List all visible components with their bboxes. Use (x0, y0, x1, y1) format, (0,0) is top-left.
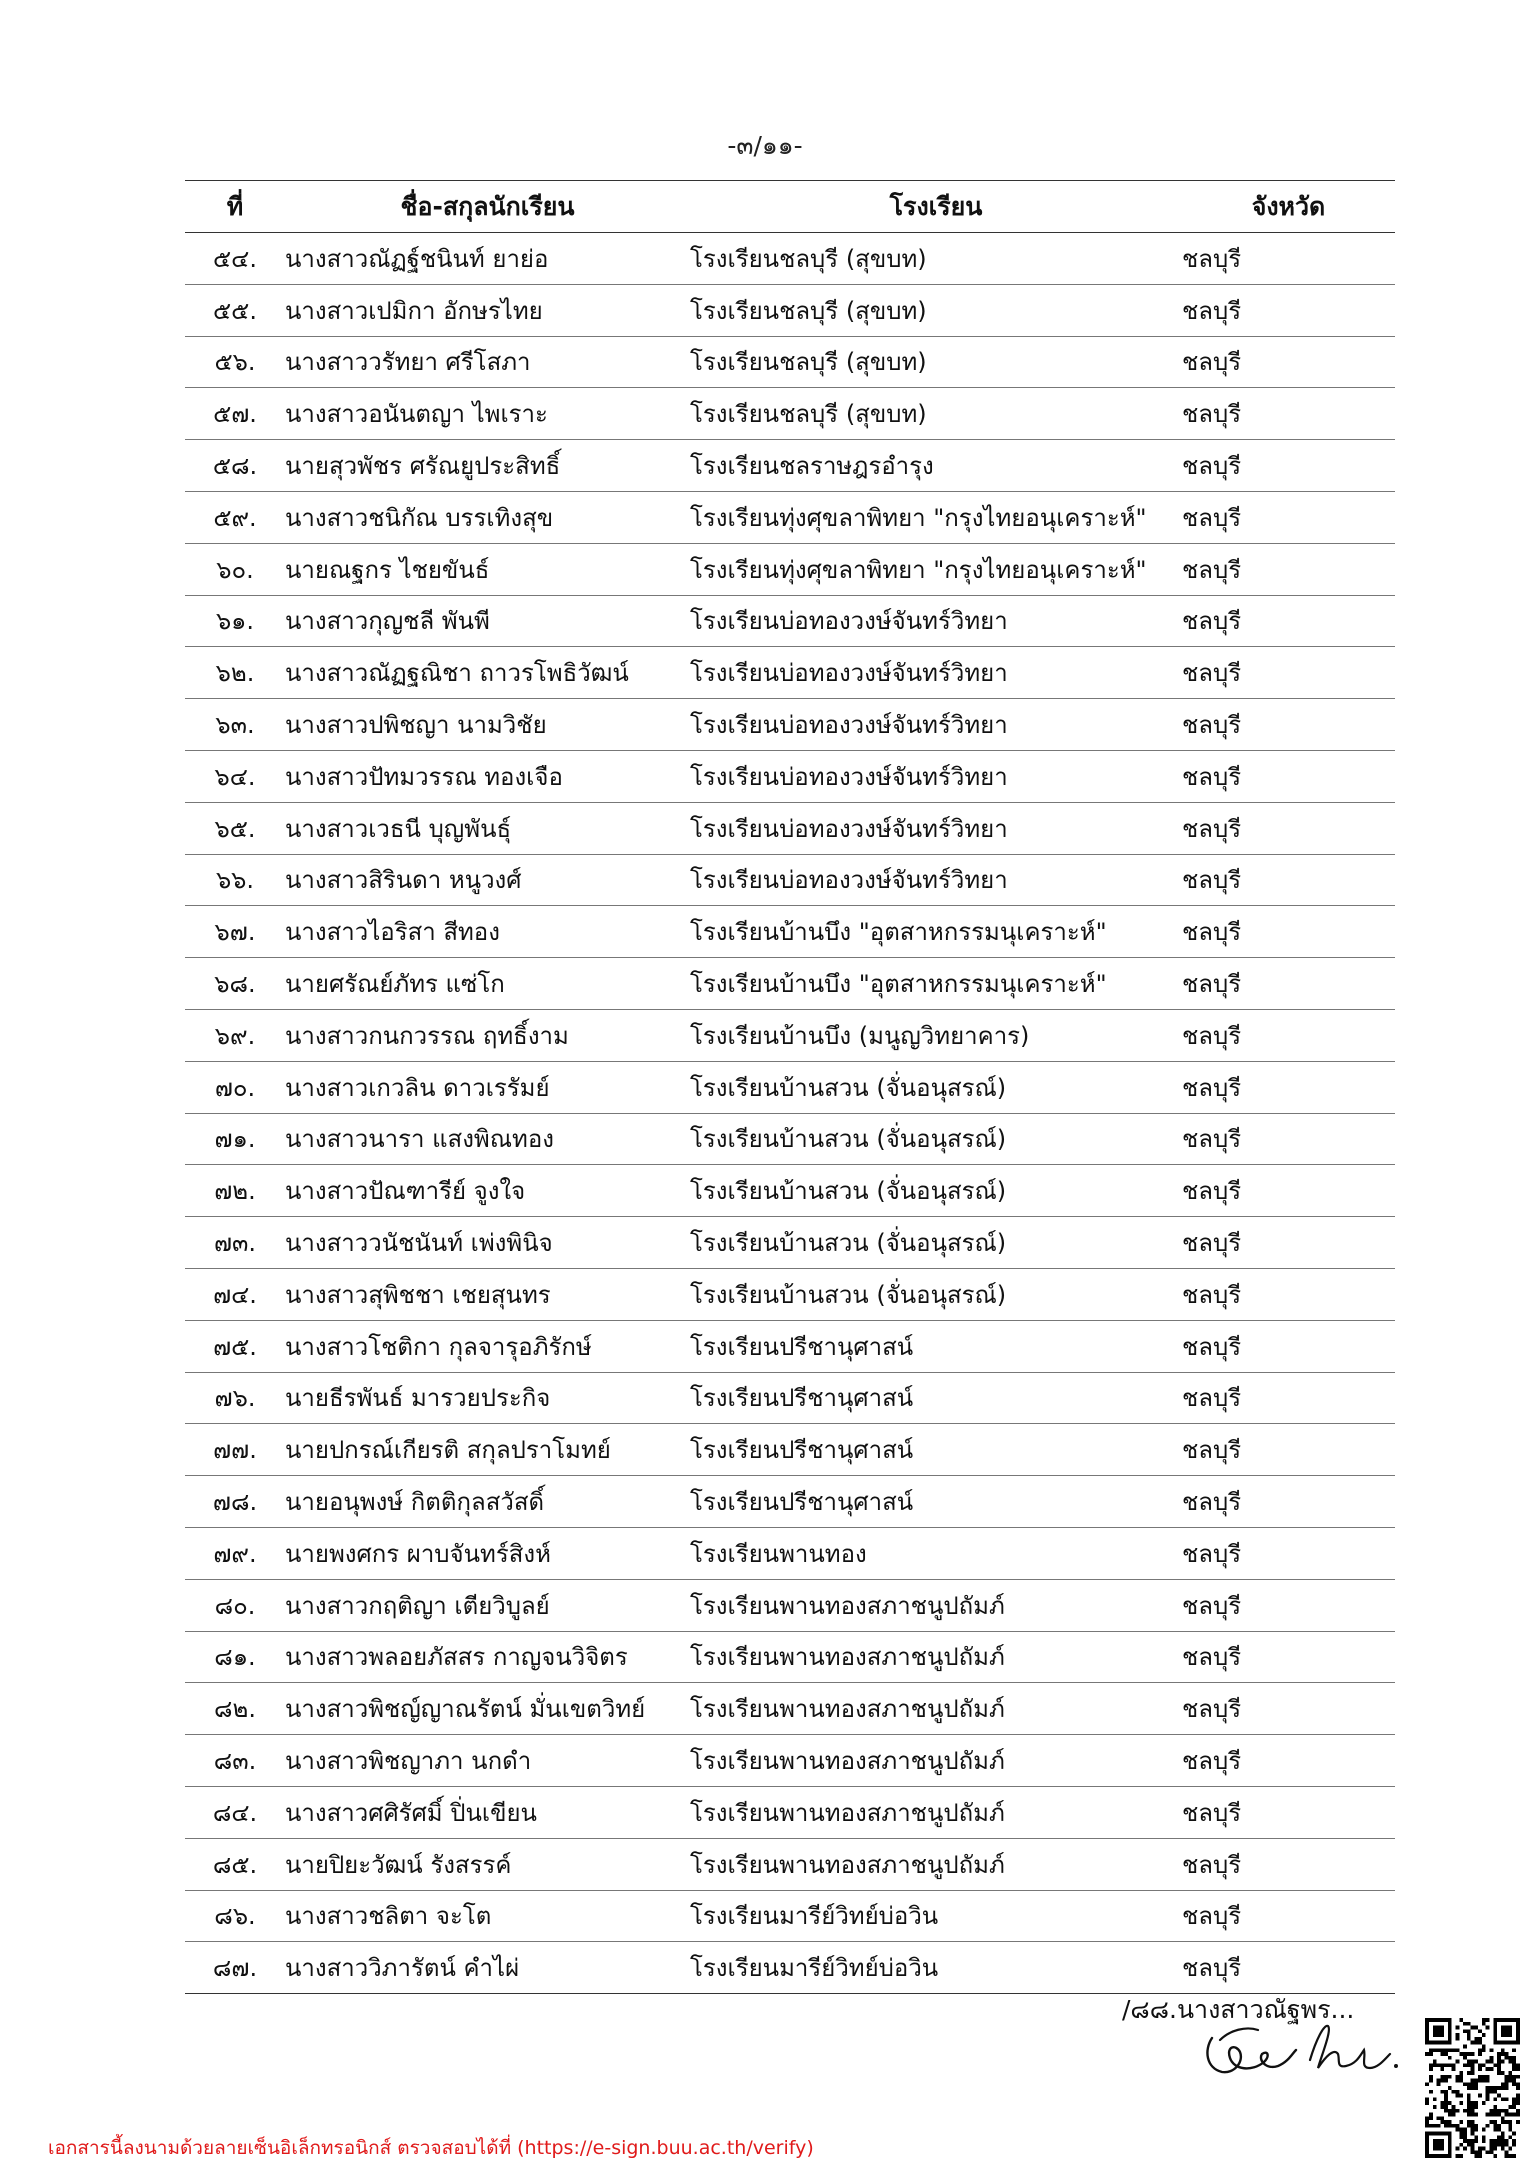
table-row (185, 1165, 1395, 1217)
student-name: นางสาวเปมิกา อักษรไทย (285, 284, 690, 336)
table-row (185, 699, 1395, 751)
row-number: ๖๗. (185, 906, 285, 958)
school-name: โรงเรียนบ้านสวน (จั่นอนุสรณ์) (690, 1217, 1182, 1269)
row-number: ๘๐. (185, 1579, 285, 1631)
school-name: โรงเรียนพานทองสภาชนูปถัมภ์ (690, 1786, 1182, 1838)
table-row (185, 336, 1395, 388)
student-name: นางสาวชนิกัณ บรรเทิงสุข (285, 491, 690, 543)
school-name: โรงเรียนพานทองสภาชนูปถัมภ์ (690, 1579, 1182, 1631)
province: ชลบุรี (1182, 284, 1395, 336)
student-name: นางสาวศศิรัศมิ์ ปิ่นเขียน (285, 1786, 690, 1838)
school-name: โรงเรียนชลบุรี (สุขบท) (690, 284, 1182, 336)
student-roster-table (185, 180, 1395, 1994)
table-header-row (185, 181, 1395, 233)
school-name: โรงเรียนบ่อทองวงษ์จันทร์วิทยา (690, 802, 1182, 854)
table-row (185, 491, 1395, 543)
province: ชลบุรี (1182, 854, 1395, 906)
province: ชลบุรี (1182, 1320, 1395, 1372)
province: ชลบุรี (1182, 1113, 1395, 1165)
school-name: โรงเรียนบ้านบึง "อุตสาหกรรมนุเคราะห์" (690, 906, 1182, 958)
school-name: โรงเรียนชลบุรี (สุขบท) (690, 336, 1182, 388)
row-number: ๗๔. (185, 1268, 285, 1320)
row-number: ๖๒. (185, 647, 285, 699)
table-row (185, 1527, 1395, 1579)
school-name: โรงเรียนปรีชานุศาสน์ (690, 1372, 1182, 1424)
student-name: นายอนุพงษ์ กิตติกุลสวัสดิ์ (285, 1476, 690, 1528)
header-name: ชื่อ-สกุลนักเรียน (285, 181, 690, 233)
province: ชลบุรี (1182, 1372, 1395, 1424)
student-name: นางสาวชลิตา จะโต (285, 1890, 690, 1942)
province: ชลบุรี (1182, 1683, 1395, 1735)
row-number: ๗๙. (185, 1527, 285, 1579)
student-name: นางสาวพลอยภัสสร กาญจนวิจิตร (285, 1631, 690, 1683)
table-row (185, 750, 1395, 802)
row-number: ๖๐. (185, 543, 285, 595)
province: ชลบุรี (1182, 1942, 1395, 1994)
school-name: โรงเรียนชลราษฎรอำรุง (690, 440, 1182, 492)
school-name: โรงเรียนบ่อทองวงษ์จันทร์วิทยา (690, 699, 1182, 751)
row-number: ๖๔. (185, 750, 285, 802)
province: ชลบุรี (1182, 1631, 1395, 1683)
student-name: นางสาววรัทยา ศรีโสภา (285, 336, 690, 388)
student-name: นางสาวนารา แสงพิณทอง (285, 1113, 690, 1165)
school-name: โรงเรียนบ่อทองวงษ์จันทร์วิทยา (690, 854, 1182, 906)
row-number: ๘๑. (185, 1631, 285, 1683)
province: ชลบุรี (1182, 1217, 1395, 1269)
student-name: นางสาวพิชญาภา นกดำ (285, 1735, 690, 1787)
student-name: นางสาววนัชนันท์ เพ่งพินิจ (285, 1217, 690, 1269)
table-row (185, 1631, 1395, 1683)
province: ชลบุรี (1182, 1579, 1395, 1631)
table-row (185, 1683, 1395, 1735)
table-row (185, 906, 1395, 958)
row-number: ๖๓. (185, 699, 285, 751)
school-name: โรงเรียนพานทองสภาชนูปถัมภ์ (690, 1631, 1182, 1683)
province: ชลบุรี (1182, 1890, 1395, 1942)
table-row (185, 1890, 1395, 1942)
school-name: โรงเรียนปรีชานุศาสน์ (690, 1424, 1182, 1476)
province: ชลบุรี (1182, 388, 1395, 440)
row-number: ๘๔. (185, 1786, 285, 1838)
school-name: โรงเรียนบ่อทองวงษ์จันทร์วิทยา (690, 750, 1182, 802)
student-name: นายปกรณ์เกียรติ สกุลปราโมทย์ (285, 1424, 690, 1476)
school-name: โรงเรียนบ้านสวน (จั่นอนุสรณ์) (690, 1268, 1182, 1320)
student-name: นายพงศกร ผาบจันทร์สิงห์ (285, 1527, 690, 1579)
school-name: โรงเรียนพานทองสภาชนูปถัมภ์ (690, 1683, 1182, 1735)
row-number: ๕๕. (185, 284, 285, 336)
student-name: นางสาววิภารัตน์ คำไผ่ (285, 1942, 690, 1994)
province: ชลบุรี (1182, 336, 1395, 388)
e-signature-notice: เอกสารนี้ลงนามด้วยลายเซ็นอิเล็กทรอนิกส์ ตรวจสอบได้ที่ (https://e-sign.buu.ac.th/verify) (48, 2137, 814, 2159)
province: ชลบุรี (1182, 1838, 1395, 1890)
province: ชลบุรี (1182, 1009, 1395, 1061)
table-row (185, 1009, 1395, 1061)
province: ชลบุรี (1182, 647, 1395, 699)
header-school: โรงเรียน (690, 181, 1182, 233)
province: ชลบุรี (1182, 1786, 1395, 1838)
student-name: นางสาวณัฏฐ์ชนินท์ ยาย่อ (285, 233, 690, 285)
province: ชลบุรี (1182, 750, 1395, 802)
row-number: ๕๔. (185, 233, 285, 285)
row-number: ๗๒. (185, 1165, 285, 1217)
school-name: โรงเรียนปรีชานุศาสน์ (690, 1476, 1182, 1528)
school-name: โรงเรียนทุ่งศุขลาพิทยา "กรุงไทยอนุเคราะห์" (690, 543, 1182, 595)
row-number: ๗๗. (185, 1424, 285, 1476)
table-row (185, 854, 1395, 906)
province: ชลบุรี (1182, 1424, 1395, 1476)
row-number: ๗๕. (185, 1320, 285, 1372)
province: ชลบุรี (1182, 1735, 1395, 1787)
province: ชลบุรี (1182, 440, 1395, 492)
province: ชลบุรี (1182, 958, 1395, 1010)
student-name: นางสาวโชติกา กุลจารุอภิรักษ์ (285, 1320, 690, 1372)
school-name: โรงเรียนบ้านบึง (มนูญวิทยาคาร) (690, 1009, 1182, 1061)
table-row (185, 1372, 1395, 1424)
row-number: ๗๐. (185, 1061, 285, 1113)
row-number: ๖๖. (185, 854, 285, 906)
student-name: นางสาวกนกวรรณ ฤทธิ์งาม (285, 1009, 690, 1061)
table-row (185, 1113, 1395, 1165)
school-name: โรงเรียนบ้านสวน (จั่นอนุสรณ์) (690, 1061, 1182, 1113)
table-row (185, 1579, 1395, 1631)
row-number: ๖๑. (185, 595, 285, 647)
province: ชลบุรี (1182, 1527, 1395, 1579)
school-name: โรงเรียนชลบุรี (สุขบท) (690, 233, 1182, 285)
school-name: โรงเรียนบ้านบึง "อุตสาหกรรมนุเคราะห์" (690, 958, 1182, 1010)
row-number: ๘๕. (185, 1838, 285, 1890)
province: ชลบุรี (1182, 595, 1395, 647)
student-name: นางสาวสิรินดา หนูวงศ์ (285, 854, 690, 906)
row-number: ๘๒. (185, 1683, 285, 1735)
row-number: ๗๘. (185, 1476, 285, 1528)
student-name: นางสาวปัทมวรรณ ทองเจือ (285, 750, 690, 802)
header-no: ที่ (185, 181, 285, 233)
row-number: ๗๖. (185, 1372, 285, 1424)
school-name: โรงเรียนมารีย์วิทย์บ่อวิน (690, 1890, 1182, 1942)
student-name: นางสาวณัฏฐณิชา ถาวรโพธิวัฒน์ (285, 647, 690, 699)
province: ชลบุรี (1182, 802, 1395, 854)
table-row (185, 233, 1395, 285)
row-number: ๘๗. (185, 1942, 285, 1994)
student-name: นางสาวปัณฑารีย์ จูงใจ (285, 1165, 690, 1217)
row-number: ๖๕. (185, 802, 285, 854)
row-number: ๕๗. (185, 388, 285, 440)
row-number: ๘๓. (185, 1735, 285, 1787)
province: ชลบุรี (1182, 233, 1395, 285)
row-number: ๕๙. (185, 491, 285, 543)
table-row (185, 595, 1395, 647)
table-row (185, 1268, 1395, 1320)
student-name: นางสาวอนันตญา ไพเราะ (285, 388, 690, 440)
student-name: นายณฐกร ไชยขันธ์ (285, 543, 690, 595)
table-row (185, 1942, 1395, 1994)
table-row (185, 388, 1395, 440)
header-province: จังหวัด (1182, 181, 1395, 233)
school-name: โรงเรียนบ้านสวน (จั่นอนุสรณ์) (690, 1113, 1182, 1165)
table-row (185, 1735, 1395, 1787)
student-name: นายปิยะวัฒน์ รังสรรค์ (285, 1838, 690, 1890)
student-name: นางสาวสุพิชชา เชยสุนทร (285, 1268, 690, 1320)
province: ชลบุรี (1182, 543, 1395, 595)
row-number: ๖๙. (185, 1009, 285, 1061)
row-number: ๖๘. (185, 958, 285, 1010)
table-row (185, 543, 1395, 595)
table-row (185, 284, 1395, 336)
table-row (185, 1476, 1395, 1528)
table-row (185, 802, 1395, 854)
table-row (185, 1320, 1395, 1372)
student-name: นายสุวพัชร ศรัณยูประสิทธิ์ (285, 440, 690, 492)
student-name: นางสาวกฤติญา เตียวิบูลย์ (285, 1579, 690, 1631)
province: ชลบุรี (1182, 1268, 1395, 1320)
table-row (185, 440, 1395, 492)
table-row (185, 1786, 1395, 1838)
school-name: โรงเรียนพานทองสภาชนูปถัมภ์ (690, 1735, 1182, 1787)
row-number: ๗๑. (185, 1113, 285, 1165)
student-name: นางสาวเวธนี บุญพันธุ์ (285, 802, 690, 854)
continuation-note: /๘๘.นางสาวณัฐพร... (1122, 1995, 1355, 2024)
province: ชลบุรี (1182, 906, 1395, 958)
qr-code-icon (1425, 2018, 1520, 2158)
school-name: โรงเรียนพานทอง (690, 1527, 1182, 1579)
signature-icon (1200, 2010, 1410, 2085)
table-row (185, 1061, 1395, 1113)
table-row (185, 958, 1395, 1010)
student-name: นายศรัณย์ภัทร แซ่โก (285, 958, 690, 1010)
school-name: โรงเรียนมารีย์วิทย์บ่อวิน (690, 1942, 1182, 1994)
student-name: นางสาวเกวลิน ดาวเรรัมย์ (285, 1061, 690, 1113)
table-row (185, 1217, 1395, 1269)
table-row (185, 1424, 1395, 1476)
student-name: นางสาวพิชญ์ญาณรัตน์ มั่นเขตวิทย์ (285, 1683, 690, 1735)
row-number: ๘๖. (185, 1890, 285, 1942)
row-number: ๕๖. (185, 336, 285, 388)
row-number: ๕๘. (185, 440, 285, 492)
school-name: โรงเรียนชลบุรี (สุขบท) (690, 388, 1182, 440)
school-name: โรงเรียนบ้านสวน (จั่นอนุสรณ์) (690, 1165, 1182, 1217)
province: ชลบุรี (1182, 1476, 1395, 1528)
school-name: โรงเรียนพานทองสภาชนูปถัมภ์ (690, 1838, 1182, 1890)
student-name: นายธีรพันธ์ มารวยประกิจ (285, 1372, 690, 1424)
province: ชลบุรี (1182, 699, 1395, 751)
province: ชลบุรี (1182, 1165, 1395, 1217)
school-name: โรงเรียนบ่อทองวงษ์จันทร์วิทยา (690, 647, 1182, 699)
school-name: โรงเรียนทุ่งศุขลาพิทยา "กรุงไทยอนุเคราะห์" (690, 491, 1182, 543)
student-name: นางสาวไอริสา สีทอง (285, 906, 690, 958)
row-number: ๗๓. (185, 1217, 285, 1269)
table-row (185, 647, 1395, 699)
province: ชลบุรี (1182, 1061, 1395, 1113)
school-name: โรงเรียนบ่อทองวงษ์จันทร์วิทยา (690, 595, 1182, 647)
table-row (185, 1838, 1395, 1890)
student-name: นางสาวปพิชญา นามวิชัย (285, 699, 690, 751)
school-name: โรงเรียนปรีชานุศาสน์ (690, 1320, 1182, 1372)
page-number: -๓/๑๑- (727, 131, 803, 160)
student-name: นางสาวกุญชลี พันพี (285, 595, 690, 647)
province: ชลบุรี (1182, 491, 1395, 543)
